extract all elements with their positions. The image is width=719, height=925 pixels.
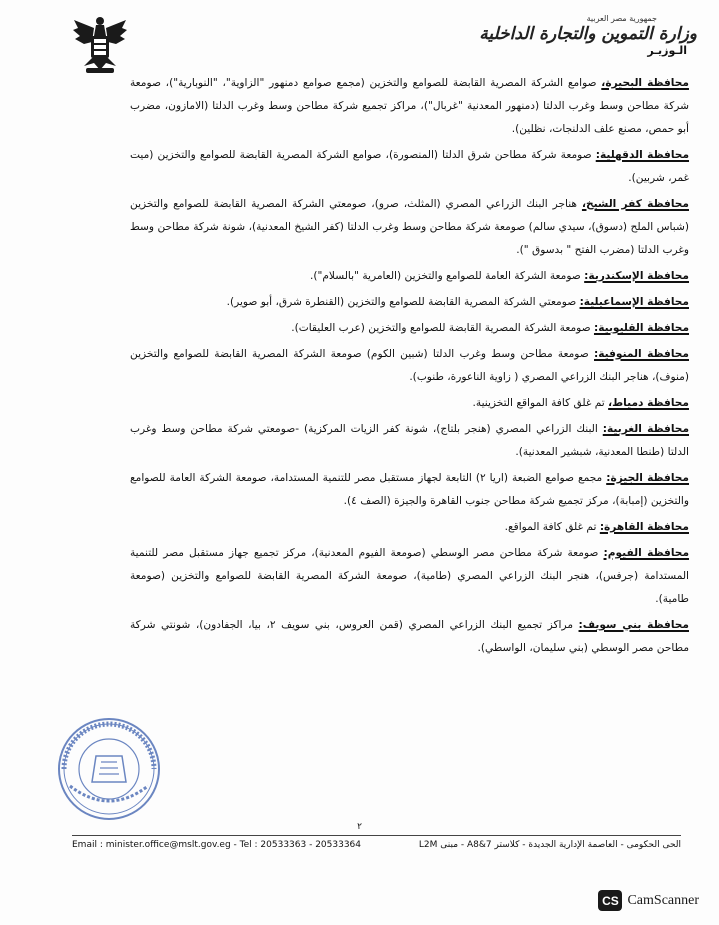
governorate-text: صوامع الشركة المصرية القابضة للصوامع والتخزين (مجمع صوامع دمنهور "الزاوية"، "النوبارية")، صومعة شركة مطاحن وسط وغرب الدلتا (دمنهور المعدنية "غربال")، مراكز تجميع شركة مطاحن وسط وغرب الدلتا (الامازون، مضرب أبو حمص، مصنع علف الدلنجات، نظلين). bbox=[130, 77, 689, 135]
governorate-paragraph bbox=[130, 343, 689, 389]
governorate-text: تم غلق كافة المواقع. bbox=[504, 521, 600, 533]
official-stamp-icon bbox=[56, 716, 162, 822]
governorate-text: صومعة شركة مطاحن مصر الوسطي (صومعة الفيوم المعدنية)، مركز تجميع جهاز مستقبل مصر للتنمية المستدامة (جرفس)، هنجر البنك الزراعي المصري (طامية)، صومعة الشركة المصرية القابضة للصوامع والتخزين (صومعة طامية). bbox=[130, 547, 689, 605]
camscanner-watermark bbox=[598, 890, 699, 911]
governorate-text: البنك الزراعي المصري (هنجر بلتاج)، شونة كفر الزيات المركزية) -صومعتي شركة مطاحن وسط وغرب الدلتا (طنطا المعدنية، شبشير المعدنية). bbox=[130, 423, 689, 458]
governorate-paragraph bbox=[130, 72, 689, 141]
governorate-name: محافظة المنوفية: bbox=[594, 348, 689, 360]
governorate-name: محافظة البحيرة، bbox=[601, 77, 689, 89]
governorate-text: مراكز تجميع البنك الزراعي المصري (قمن العروس، بني سويف ٢، بيا، الجفادون)، شونتي شركة مطاحن مصر الوسطي (بني سليمان، الواسطي). bbox=[130, 619, 689, 654]
governorate-name: محافظة القاهرة: bbox=[599, 521, 689, 533]
governorate-name: محافظة بني سويف: bbox=[578, 619, 689, 631]
governorate-text: صومعة الشركة المصرية القابضة للصوامع والتخزين (عرب العليقات). bbox=[291, 322, 594, 334]
governorate-text: مجمع صوامع الضبعة (اريا ٢) التابعة لجهاز مستقبل مصر للتنمية المستدامة، صومعة الشركة العامة للصوامع والتخزين (إمبابة)، مركز تجميع شركة مطاحن جنوب القاهرة والجيزة (الصف ٤). bbox=[130, 472, 689, 507]
governorate-paragraph bbox=[130, 291, 689, 314]
footer-contact: Email : minister.office@mslt.gov.eg - Tel : 20533363 - 20533364 bbox=[72, 840, 361, 850]
governorate-name: محافظة الفيوم: bbox=[603, 547, 690, 559]
governorate-paragraph bbox=[130, 193, 689, 262]
footer-divider bbox=[72, 835, 681, 836]
governorate-name: محافظة الإسكندرية: bbox=[584, 270, 689, 282]
footer-address: الحى الحكومى - العاصمة الإدارية الجديدة - كلاستر A8&7 - مبنى L2M bbox=[418, 840, 681, 850]
governorate-name: محافظة كفر الشيخ، bbox=[581, 198, 689, 210]
governorate-name: محافظة القليوبية: bbox=[593, 322, 689, 334]
letter-body bbox=[130, 72, 689, 663]
ministry-header bbox=[479, 14, 697, 57]
letterhead-footer bbox=[72, 840, 681, 850]
governorate-paragraph bbox=[130, 467, 689, 513]
ministry-name: وزارة التموين والتجارة الداخلية bbox=[479, 24, 697, 44]
governorate-paragraph bbox=[130, 392, 689, 415]
camscanner-logo-icon: CS bbox=[598, 890, 622, 911]
minister-title: الـوزيـر bbox=[647, 44, 687, 57]
governorate-paragraph bbox=[130, 265, 689, 288]
governorate-name: محافظة الجيزة: bbox=[606, 472, 689, 484]
governorate-paragraph bbox=[130, 418, 689, 464]
governorate-text: تم غلق كافة المواقع التخزينية. bbox=[472, 397, 609, 409]
governorate-paragraph bbox=[130, 542, 689, 611]
governorate-name: محافظة الغربية: bbox=[602, 423, 689, 435]
governorate-text: صومعة الشركة العامة للصوامع والتخزين (العامرية "بالسلام"). bbox=[310, 270, 585, 282]
eagle-emblem-icon bbox=[72, 14, 128, 74]
governorate-text: هناجر البنك الزراعي المصري (المثلث، صرو)، صومعتي الشركة المصرية القابضة للصوامع والتخزين (شباس الملح (دسوق)، سيدي سالم) صومعة شركة مطاحن وسط وغرب الدلتا (كفر الشيخ المعدنية)، شونة شركة مطاحن وسط وغرب الدلتا (مضرب الفتح " بدسوق "). bbox=[130, 198, 689, 256]
country-name: جمهورية مصر العربية bbox=[586, 14, 657, 23]
governorate-text: صومعة مطاحن وسط وغرب الدلتا (شبين الكوم) صومعة الشركة المصرية القابضة للصوامع والتخزين (منوف)، هناجر البنك الزراعي المصري ( زاوية الناعورة، طنوب). bbox=[130, 348, 689, 383]
governorate-text: صومعة شركة مطاحن شرق الدلتا (المنصورة)، صوامع الشركة المصرية القابضة للصوامع والتخزين (ميت غمر، شربين). bbox=[130, 149, 689, 184]
governorate-text: صومعتي الشركة المصرية القابضة للصوامع والتخزين (القنطرة شرق، أبو صوير). bbox=[226, 296, 580, 308]
page-number: ٢ bbox=[357, 822, 362, 832]
governorate-paragraph bbox=[130, 614, 689, 660]
governorate-paragraph bbox=[130, 516, 689, 539]
camscanner-name: CamScanner bbox=[627, 892, 699, 908]
governorate-paragraph bbox=[130, 317, 689, 340]
governorate-name: محافظة دمياط، bbox=[608, 397, 689, 409]
governorate-paragraph bbox=[130, 144, 689, 190]
governorate-name: محافظة الدقهلية: bbox=[595, 149, 690, 161]
governorate-name: محافظة الإسماعيلية: bbox=[579, 296, 689, 308]
